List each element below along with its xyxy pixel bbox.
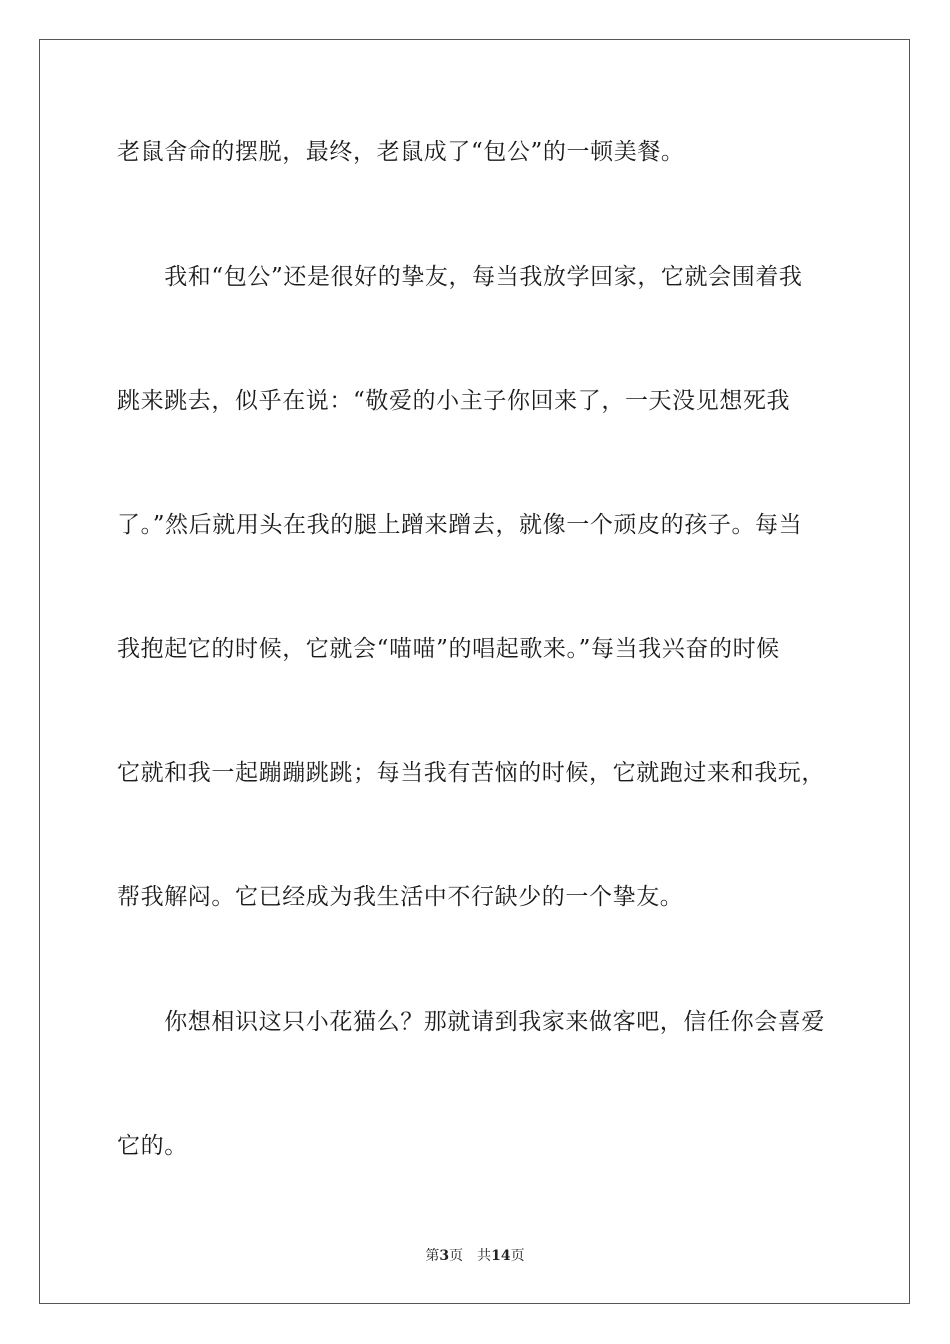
page-prefix: 第 [425, 1248, 440, 1264]
body-line-5: 我抱起它的时候，它就会“喵喵”的唱起歌来。”每当我兴奋的时候 [117, 636, 780, 662]
body-line-7: 帮我解闷。它已经成为我生活中不行缺少的一个挚友。 [117, 884, 684, 910]
body-line-1: 老鼠舍命的摆脱，最终，老鼠成了“包公”的一顿美餐。 [117, 139, 685, 165]
total-pages: 14 [491, 1248, 511, 1264]
body-line-9: 它的。 [117, 1133, 188, 1159]
total-prefix: 共 [477, 1248, 492, 1264]
page-number: 3 [439, 1248, 450, 1264]
body-line-4: 了。”然后就用头在我的腿上蹭来蹭去，就像一个顽皮的孩子。每当 [117, 512, 803, 538]
page-suffix: 页 [449, 1248, 464, 1264]
body-line-6: 它就和我一起蹦蹦跳跳；每当我有苦恼的时候，它就跑过来和我玩， [117, 760, 825, 786]
body-line-8: 你想相识这只小花猫么？那就请到我家来做客吧，信任你会喜爱 [117, 1009, 825, 1035]
body-line-3: 跳来跳去，似乎在说：“敬爱的小主子你回来了，一天没见想死我 [117, 388, 791, 414]
page-border [39, 39, 910, 1304]
page-footer [0, 1246, 950, 1266]
body-line-2: 我和“包公”还是很好的挚友，每当我放学回家，它就会围着我 [117, 264, 803, 290]
total-suffix: 页 [510, 1248, 525, 1264]
